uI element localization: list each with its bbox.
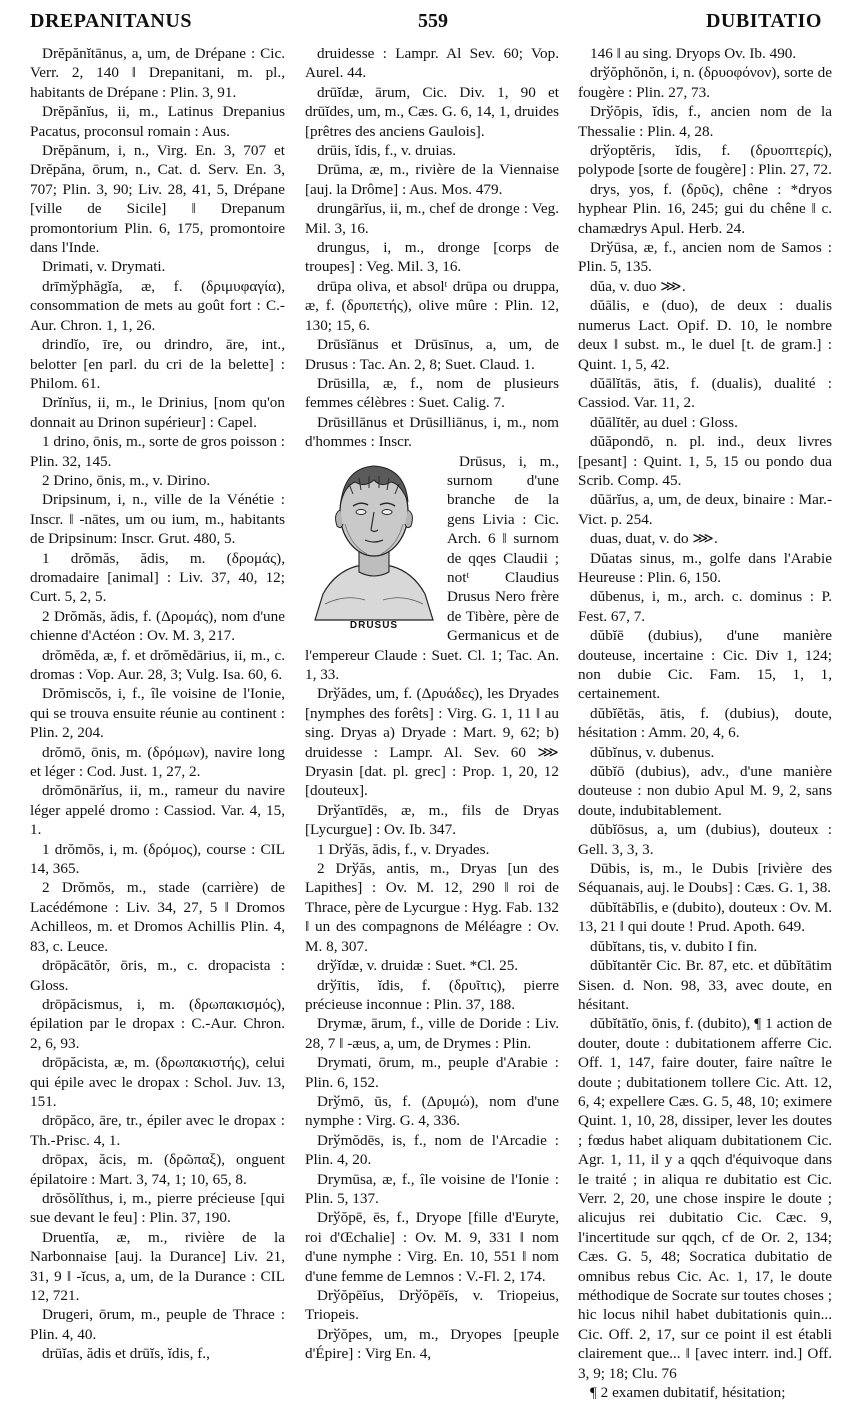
dictionary-entry: drōpăcista, æ, m. (δρωπακιστής), celui qui épile avec le dropax : Schol. Juv. 13, 151.	[30, 1054, 285, 1110]
dictionary-entry: Drўantīdēs, æ, m., fils de Dryas [Lycurgue] : Ov. Ib. 347.	[305, 801, 559, 839]
dictionary-entry: Drўmŏdēs, is, f., nom de l'Arcadie : Plin. 4, 20.	[305, 1131, 559, 1169]
dictionary-entry: Drўădes, um, f. (Δρυάδες), les Dryades [nymphes des forêts] : Virg. G. 1, 11 ‖ au sing. Dryas a) Dryade : Mart. 9, 62; b) druidesse : Lampr. Al. Sev. 60 ⋙ Dryasin [dat. pl. grec] : Prop. 1, 20, 12 [douteux].	[305, 685, 559, 800]
column-3	[578, 44, 832, 1402]
dictionary-entry: 1 drŏmăs, ădis, m. (δρομάς), dromadaire [animal] : Liv. 37, 40, 12; Curt. 5, 2, 5.	[30, 549, 285, 606]
dictionary-entry: drūis, ĭdis, f., v. druias.	[317, 142, 457, 160]
dictionary-entry: Drўŏpis, ĭdis, f., ancien nom de la Thessalie : Plin. 4, 28.	[578, 103, 832, 140]
dictionary-entry: Drugeri, ōrum, m., peuple de Thrace : Plin. 4, 40.	[30, 1306, 285, 1343]
dictionary-entry: Drўŏpē, ēs, f., Dryope [fille d'Euryte, roi d'Œchalie] : Ov. M. 9, 331 ‖ nom d'une nymphe : Virg. En. 10, 551 ‖ nom d'une femme de Lemnos : V.-Fl. 2, 174.	[305, 1209, 559, 1285]
dictionary-entry: dŭbĭĕtās, ātis, f. (dubius), doute, hésitation : Amm. 20, 4, 6.	[578, 704, 832, 742]
dictionary-entry: drungus, i, m., dronge [corps de troupes] : Veg. Mil. 3, 16.	[305, 239, 559, 276]
dictionary-entry: dŭbĭē (dubius), d'une manière douteuse, incertaine : Cic. Div 1, 124; non dubie Cic. Fam. 15, 1, 1, certainement.	[578, 627, 832, 703]
page-number: 559	[418, 10, 448, 32]
dictionary-entry: Drymæ, ārum, f., ville de Doride : Liv. 28, 7 ‖ -æus, a, um, de Drymes : Plin.	[305, 1015, 559, 1052]
dictionary-entry: drūĭas, ădis et drūĭs, ĭdis, f.,	[42, 1345, 210, 1363]
dictionary-entry: 1 Drўăs, ădis, f., v. Dryades.	[317, 840, 490, 858]
dictionary-entry: dŭbĭō (dubius), adv., d'une manière douteuse : non dubio Apul M. 9, 2, sans doute, indubitablement.	[578, 763, 832, 819]
dictionary-entry: drungārĭus, ii, m., chef de dronge : Veg. Mil. 3, 16.	[305, 200, 559, 237]
dictionary-entry: Drўŏpēĭus, Drўŏpēĭs, v. Triopeius, Triopeis.	[305, 1287, 559, 1324]
dictionary-entry: drўītis, ĭdis, f. (δρυῖτις), pierre précieuse inconnue : Plin. 37, 188.	[305, 976, 559, 1013]
dictionary-entry: dŭbĭtātĭo, ōnis, f. (dubito), ¶ 1 action de douter, doute : dubitationem afferre Cic. Off. 1, 147, faire douter, faire naître le doute ; dubitationem tollere Cic. Att. 12, 6, 4; expellere Cæs. G. 5, 48, 10; eximere Quint. 1, 10, 28, dissiper, lever les doutes ; fœdus habet aliquam dubitationem Cic. Agr. 1, 11, il y a qqch d'équivoque dans le traité ; in aliqua re dubitatio est Cic. Verr. 2, 20, une chose inspire le doute ; alicujus rei dubitatio Cic. Cæc. 9, l'incertitude sur qqch, cf de Or. 2, 134; Cæs. G. 5, 48; Socratica dubitatio de omnibus rebus Cic. Ac. 1, 17, le doute méthodique de Socrate sur toutes choses ; hic locus nihil habet dubitationis quin... Cic. Off. 2, 17, sur ce point il est établi clairement que... ‖ [avec interr. ind.] Off. 3, 9; 18; Clu. 76	[578, 1015, 832, 1382]
column-2	[305, 44, 559, 1363]
dictionary-entry: Drĕpănĭus, ii, m., Latinus Drepanius Pacatus, proconsul romain : Aus.	[30, 103, 285, 140]
dictionary-entry: 2 Drŏmăs, ădis, f. (Δρομάς), nom d'une chienne d'Actéon : Ov. M. 3, 217.	[30, 607, 285, 645]
column-1	[30, 44, 285, 1363]
dictionary-entry: 146 ‖ au sing. Dryops Ov. Ib. 490.	[590, 45, 797, 62]
running-head-right: DUBITATIO	[705, 10, 822, 32]
dictionary-entry: drŏsŏlĭthus, i, m., pierre précieuse [qui sue devant le feu] : Plin. 37, 190.	[30, 1189, 285, 1227]
dictionary-entry: drōpăcismus, i, m. (δρωπακισμός), épilation par le dropax : C.-Aur. Chron. 2, 6, 93.	[30, 995, 285, 1052]
dictionary-entry: dŭbĭtantĕr Cic. Br. 87, etc. et dŭbĭtātim Sisen. d. Non. 98, 33, avec doute, en hésitant.	[578, 957, 832, 1013]
dictionary-entry: Drŏmiscŏs, i, f., île voisine de l'Ionie, qui se trouva ensuite réunie au continent : Plin. 2, 204.	[30, 685, 285, 742]
dictionary-entry: drīmўphăgĭa, æ, f. (δριμυφαγία), consommation de mets au goût fort : C.-Aur. Chron. 1, 1, 26.	[30, 277, 285, 334]
dictionary-entry: drōpăco, āre, tr., épiler avec le dropax : Th.-Prisc. 4, 1.	[30, 1112, 285, 1149]
dictionary-entry: dŭārĭus, a, um, de deux, binaire : Mar.-Vict. p. 254.	[578, 491, 832, 528]
dictionary-entry: dŭăpondō, n. pl. ind., deux livres [pesant] : Quint. 1, 5, 15 ou pondo dua Scrib. Comp. 45.	[578, 433, 832, 489]
dictionary-entry: drўŏphŏnŏn, i, n. (δρυοφόνον), sorte de fougère : Plin. 27, 73.	[578, 64, 832, 101]
running-head-left: DREPANITANUS	[30, 10, 192, 32]
dictionary-entry: drūpa oliva, et absolᵗ drūpa ou druppa, æ, f. (δρυπετής), olive mûre : Plin. 12, 130; 15, 6.	[305, 277, 559, 334]
dictionary-entry: Drĕpănum, i, n., Virg. En. 3, 707 et Drĕpăna, ōrum, n., Cat. d. Serv. En. 3, 707; Plin. 3, 90; Liv. 28, 41, 5, Drépane [ville de Sicile] ‖ Drepanum promontorium Plin. 6, 175, promontoire dans l'Inde.	[30, 142, 285, 257]
dictionary-entry: dŭālis, e (duo), de deux : dualis numerus Lact. Opif. D. 10, le nombre deux ‖ subst. m., le duel [t. de gram.] : Quint. 1, 5, 42.	[578, 297, 832, 373]
dictionary-entry: drys, yos, f. (δρῦς), chêne : *dryos hyphear Plin. 16, 245; gui du chêne ‖ c. chamædrys Apul. Herb. 24.	[578, 180, 832, 237]
dictionary-entry: 1 drino, ōnis, m., sorte de gros poisson : Plin. 32, 145.	[30, 433, 285, 470]
dictionary-entry: Drūsus, i, m., surnom d'une branche de la gens Livia : Cic. Arch. 6 ‖ surnom de qqes Claudii ; notᵗ Claudius Drusus Nero frère de Tibère, père de Germanicus et de l'empereur Claude : Suet. Cl. 1; Tac. An. 1, 33.	[305, 452, 559, 683]
dictionary-entry: drŏmĕda, æ, f. et drŏmĕdārius, ii, m., c. dromas : Vop. Aur. 28, 3; Vulg. Isa. 60, 6.	[30, 646, 285, 683]
dictionary-entry: druidesse : Lampr. Al Sev. 60; Vop. Aurel. 44.	[305, 45, 559, 82]
dictionary-entry: dŭbĭtans, tis, v. dubito I fin.	[590, 937, 758, 955]
dictionary-entry: Dūbis, is, m., le Dubis [rivière des Séquanais, auj. le Doubs] : Cæs. G. 1, 38.	[578, 860, 832, 897]
dictionary-entry: 2 Drўăs, antis, m., Dryas [un des Lapithes] : Ov. M. 12, 290 ‖ roi de Thrace, père de Lycurgue : Hyg. Fab. 132 ‖ un des compagnons de Méléagre : Ov. M. 8, 307.	[305, 860, 559, 955]
dictionary-entry: Drimati, v. Drymati.	[42, 258, 166, 276]
dictionary-entry: 1 drŏmŏs, i, m. (δρόμος), course : CIL 14, 365.	[30, 840, 285, 878]
dictionary-entry: Drўmō, ūs, f. (Δρυμώ), nom d'une nymphe : Virg. G. 4, 336.	[305, 1092, 559, 1130]
portrait-caption: DRUSUS	[349, 620, 399, 632]
dictionary-entry: Drĭnĭus, ii, m., le Drinius, [nom qu'on donnait au Drinon supérieur] : Capel.	[30, 394, 285, 431]
drusus-bust-image	[305, 454, 443, 620]
dictionary-entry: drŏmō, ōnis, m. (δρόμων), navire long et léger : Cod. Just. 1, 27, 2.	[30, 743, 285, 781]
dictionary-entry: dŭālĭtās, ātis, f. (dualis), dualité : Cassiod. Var. 11, 2.	[578, 374, 832, 412]
page-header	[30, 10, 830, 42]
dictionary-entry: Drūma, æ, m., rivière de la Viennaise [auj. la Drôme] : Aus. Mos. 479.	[305, 161, 559, 198]
dictionary-entry: drōpăcātŏr, ōris, m., c. dropacista : Gloss.	[30, 957, 285, 994]
dictionary-entry: 2 Drino, ōnis, m., v. Dirino.	[42, 471, 211, 489]
drusus-portrait	[305, 454, 443, 636]
dictionary-entry: Drūsilla, æ, f., nom de plusieurs femmes célèbres : Suet. Calig. 7.	[305, 374, 559, 412]
dictionary-entry: drŏmōnārĭus, ii, m., rameur du navire léger appelé dromo : Cassiod. Var. 4, 15, 1.	[30, 782, 285, 839]
dictionary-entry: dŭālĭtĕr, au duel : Gloss.	[590, 413, 738, 431]
dictionary-entry: Drūsĭānus et Drūsīnus, a, um, de Drusus : Tac. An. 2, 8; Suet. Claud. 1.	[305, 336, 559, 373]
dictionary-entry: dŭbenus, i, m., arch. c. dominus : P. Fest. 67, 7.	[578, 588, 832, 625]
dictionary-entry: drўĭdæ, v. druidæ : Suet. *Cl. 25.	[317, 957, 519, 975]
dictionary-entry: 2 Drŏmŏs, m., stade (carrière) de Lacédémone : Liv. 34, 27, 5 ‖ Dromos Achilleos, m. et Dromos Achillis Plin. 4, 83, c. Leuce.	[30, 879, 285, 955]
dictionary-entry: dŭbĭōsus, a, um (dubius), douteux : Gell. 3, 3, 3.	[578, 821, 832, 858]
dictionary-entry: Dŭatas sinus, m., golfe dans l'Arabie Heureuse : Plin. 6, 150.	[578, 549, 832, 586]
dictionary-entry: duas, duat, v. do ⋙.	[590, 530, 718, 548]
dictionary-entry: drўoptĕris, ĭdis, f. (δρυοπτερίς), polypode [sorte de fougère] : Plin. 27, 72.	[578, 142, 832, 179]
dictionary-entry: Drūsillānus et Drūsilliānus, i, m., nom d'hommes : Inscr.	[305, 413, 559, 451]
dictionary-entry: drūĭdæ, ārum, Cic. Div. 1, 90 et drūĭdes, um, m., Cæs. G. 6, 14, 1, druides [prêtres des anciens Gaulois].	[305, 83, 559, 140]
dictionary-entry: Drўūsa, æ, f., ancien nom de Samos : Plin. 5, 135.	[578, 239, 832, 276]
dictionary-entry: Drĕpănĭtānus, a, um, de Drépane : Cic. Verr. 2, 140 ‖ Drepanitani, m. pl., habitants de Drépane : Plin. 3, 91.	[30, 45, 285, 101]
dictionary-entry: Druentĭa, æ, m., rivière de la Narbonnaise [auj. la Durance] Liv. 21, 31, 9 ‖ -ĭcus, a, um, de la Durance : CIL 12, 721.	[30, 1228, 285, 1304]
dictionary-entry: dŭbĭnus, v. dubenus.	[590, 743, 715, 761]
dictionary-entry: drōpax, ăcis, m. (δρῶπαξ), onguent épilatoire : Mart. 3, 74, 1; 10, 65, 8.	[30, 1151, 285, 1188]
dictionary-entry: dŭa, v. duo ⋙.	[590, 277, 686, 295]
dictionary-entry: ¶ 2 examen dubitatif, hésitation;	[590, 1384, 786, 1402]
dictionary-entry: Drymūsa, æ, f., île voisine de l'Ionie : Plin. 5, 137.	[305, 1170, 559, 1207]
dictionary-entry: Dripsinum, i, n., ville de la Vénétie : Inscr. ‖ -nātes, um ou ium, m., habitants de Dripsinum: Inscr. Grut. 480, 5.	[30, 491, 285, 548]
dictionary-entry: dŭbĭtābĭlis, e (dubito), douteux : Ov. M. 13, 21 ‖ qui doute ! Prud. Apoth. 649.	[578, 898, 832, 936]
dictionary-entry: Drymati, ōrum, m., peuple d'Arabie : Plin. 6, 152.	[305, 1054, 559, 1091]
dictionary-entry: drindĭo, īre, ou drindro, āre, int., belotter [en parl. du cri de la belette] : Philom. 61.	[30, 336, 285, 392]
dictionary-entry: Drўŏpes, um, m., Dryopes [peuple d'Épire] : Virg En. 4,	[305, 1325, 559, 1363]
